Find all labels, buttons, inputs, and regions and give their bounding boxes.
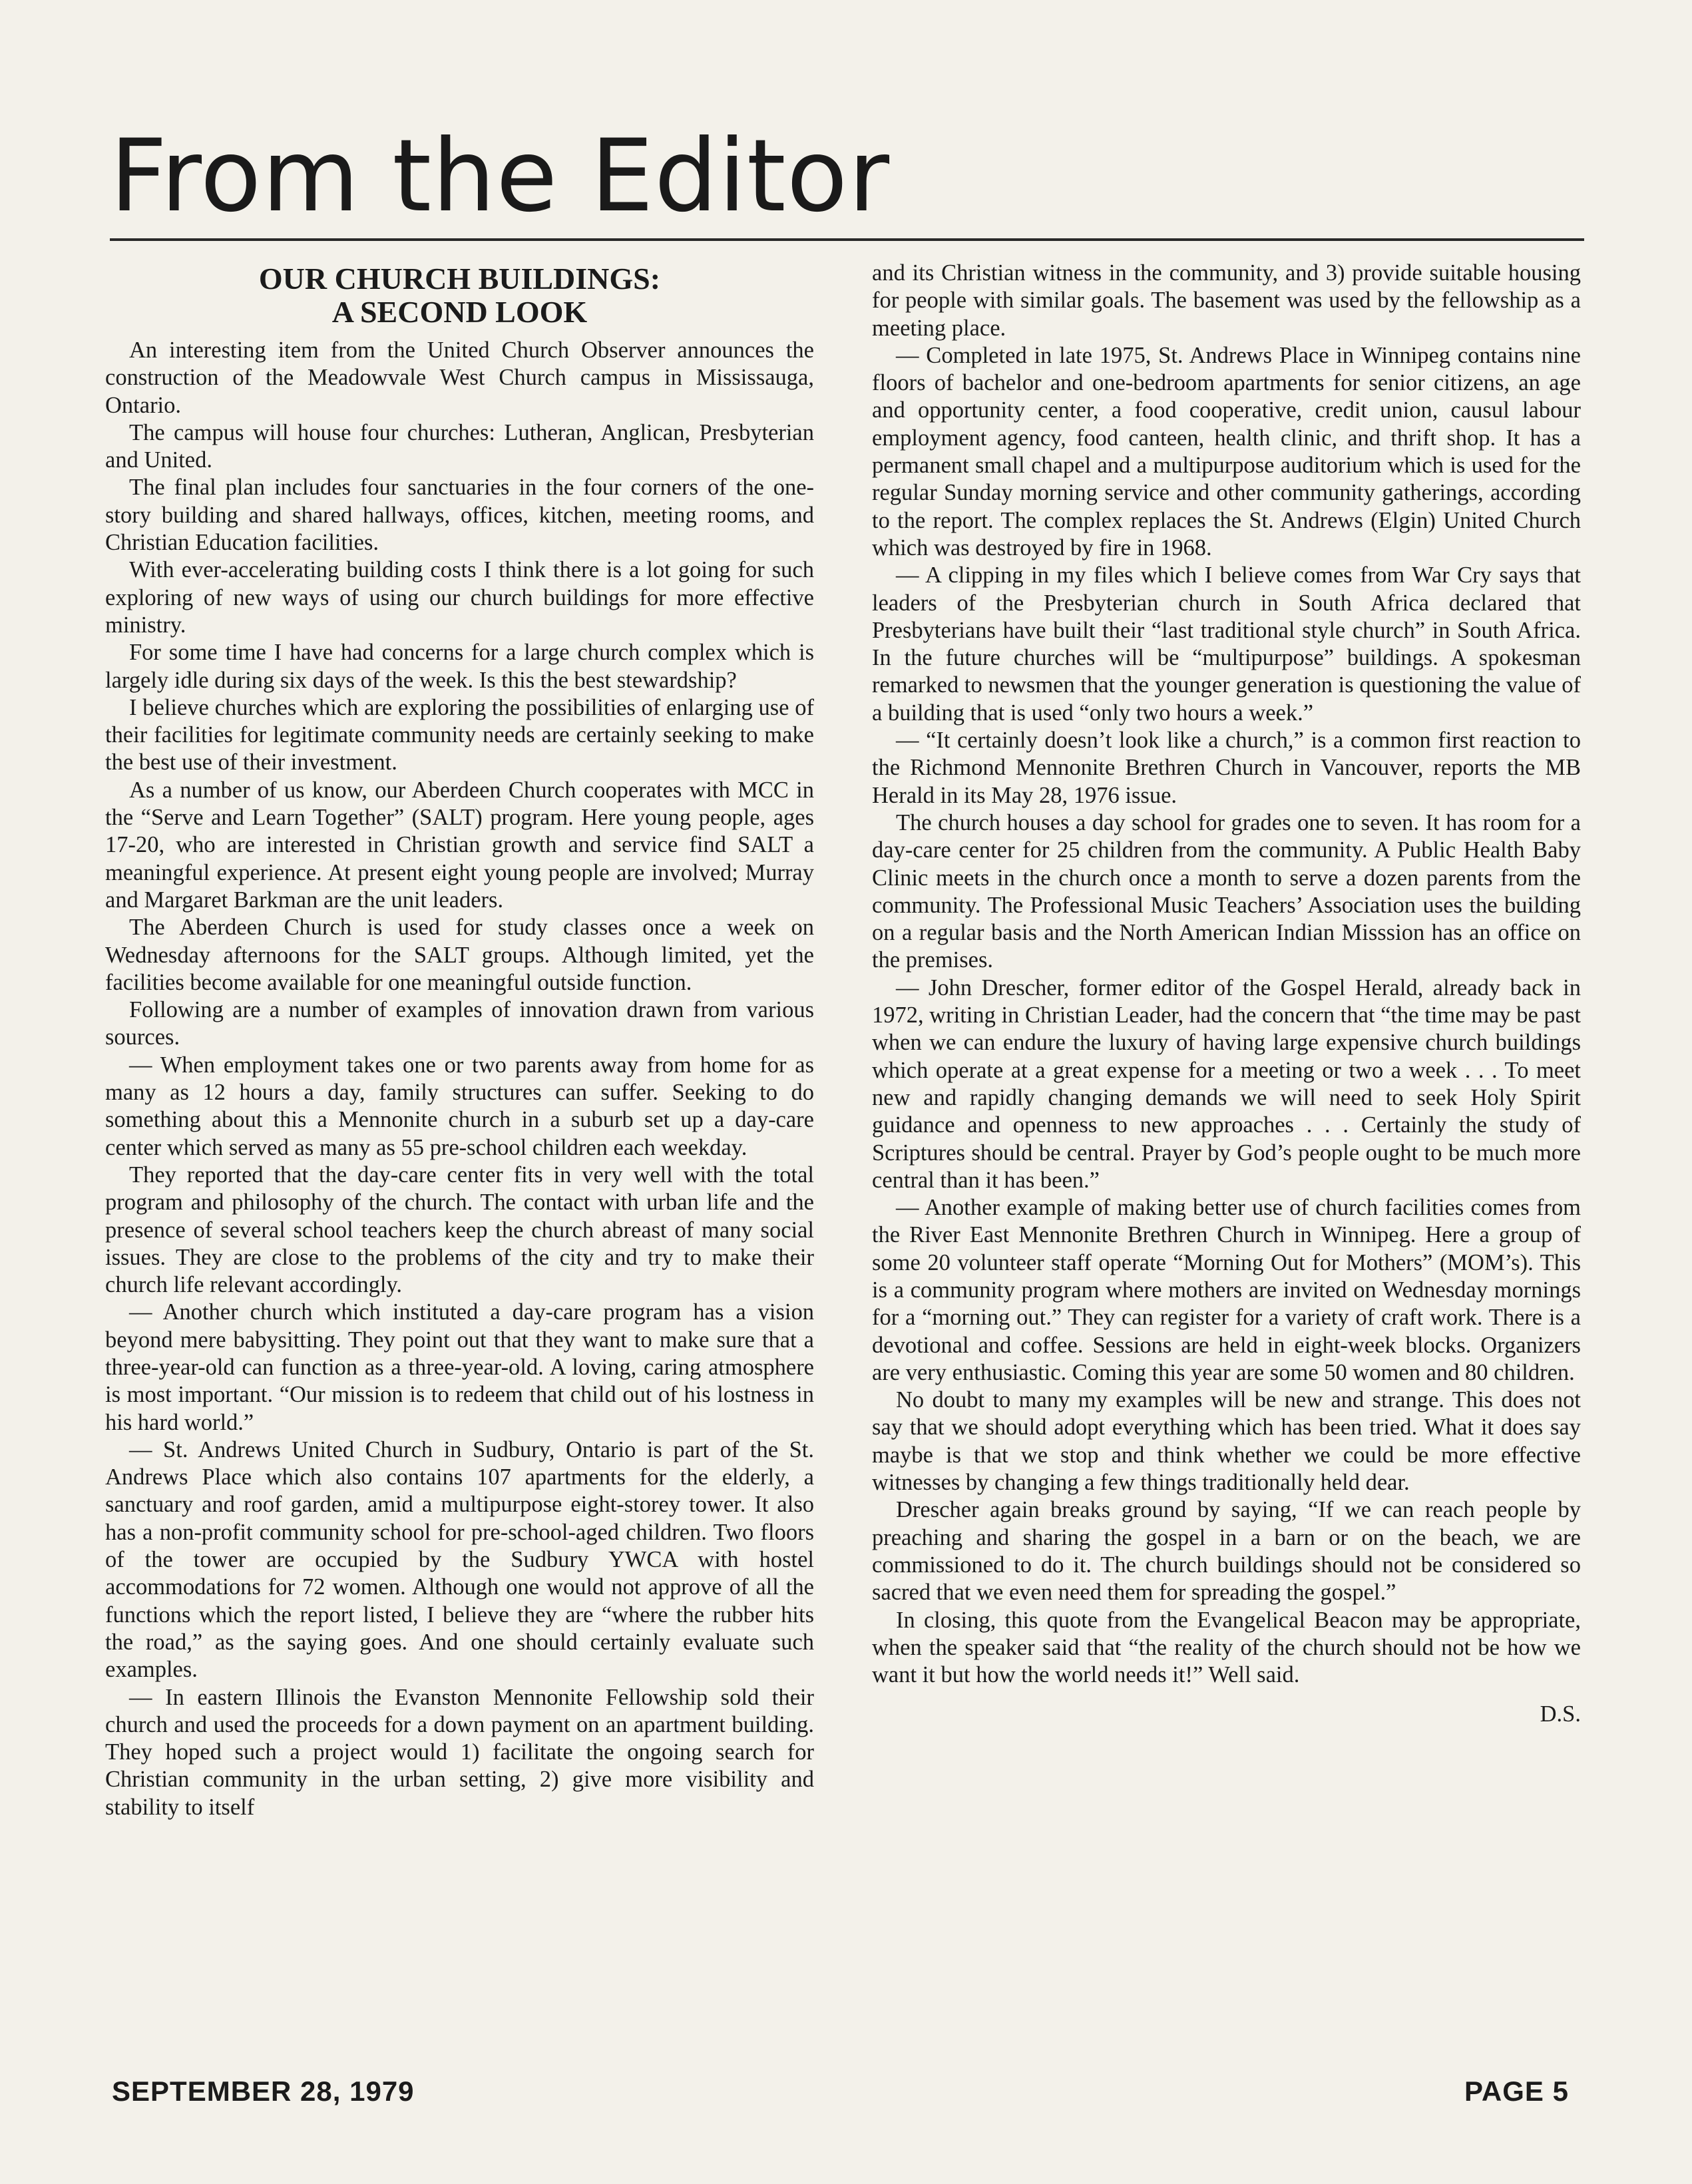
paragraph: The church houses a day school for grades one to seven. It has room for a day-care center for 25 children from the community. A Public Health Baby Clinic meets in the church once a month to serve a dozen parents from the community. The Professional Music Teachers’ Association uses the building on a regular basis and the North American Indian Misssion has an office on the premises. <box>872 809 1581 973</box>
paragraph: No doubt to many my examples will be new and strange. This does not say that we should adopt everything which has been tried. What it does say maybe is that we stop and think whether we could be more effective witnesses by changing a few things traditionally held dear. <box>872 1387 1581 1496</box>
article-title-line-1: OUR CHURCH BUILDINGS: <box>258 262 661 296</box>
paragraph: For some time I have had concerns for a large church complex which is largely idle during six days of the week. Is this the best stewardship? <box>105 640 814 693</box>
paragraph: The Aberdeen Church is used for study classes once a week on Wednesday afternoons for the SALT groups. Although limited, yet the facilities become available for one meaningful outside function. <box>105 915 814 995</box>
left-column <box>105 260 814 1821</box>
paragraph: In closing, this quote from the Evangelical Beacon may be appropriate, when the speaker said that “the reality of the church should not be how we want it but how the world needs it!” Well said. <box>872 1607 1581 1688</box>
paragraph: The campus will house four churches: Lutheran, Anglican, Presbyterian and United. <box>105 419 814 473</box>
author-signature: D.S. <box>1540 1701 1581 1727</box>
paragraph: — When employment takes one or two parents away from home for as many as 12 hours a day, family structures can suffer. Seeking to do something about this a Mennonite church in a suburb set up a day-care center which served as many as 55 pre-school children each weekday. <box>105 1052 814 1160</box>
right-column <box>872 260 1581 1729</box>
paragraph: Following are a number of examples of innovation drawn from various sources. <box>105 997 814 1050</box>
paragraph: An interesting item from the United Church Observer announces the construction of the Meadowvale West Church campus in Mississauga, Ontario. <box>105 337 814 418</box>
page-title: From the Editor <box>110 118 891 234</box>
paragraph: They reported that the day-care center fits in very well with the total program and philosophy of the church. The contact with urban life and the presence of several school teachers keep the church abreast of many social issues. They are close to the problems of the city and try to make their church life relevant accordingly. <box>105 1162 814 1298</box>
paragraph: The final plan includes four sanctuaries in the four corners of the one-story building and shared hallways, offices, kitchen, meeting rooms, and Christian Education facilities. <box>105 475 814 556</box>
paragraph: — A clipping in my files which I believe comes from War Cry says that leaders of the Presbyterian church in South Africa declared that Presbyterians have built their “last traditional style church” in South Africa. In the future churches will be “multipurpose” buildings. A spokesman remarked to newsmen that the younger generation is questioning the value of a building that is used “only two hours a week.” <box>872 562 1581 726</box>
issue-date: SEPTEMBER 28, 1979 <box>112 2075 415 2107</box>
article-title <box>105 262 814 329</box>
paragraph: — Another church which instituted a day-care program has a vision beyond mere babysitting. They point out that they want to make sure that a three-year-old can function as a three-year-old. A loving, caring atmosphere is most important. “Our mission is to redeem that child out of his lostness in his hard world.” <box>105 1299 814 1435</box>
paragraph: — St. Andrews United Church in Sudbury, Ontario is part of the St. Andrews Place which also contains 107 apartments for the elderly, a sanctuary and roof garden, amid a multipurpose eight-storey tower. It also has a non-profit community school for pre-school-aged children. Two floors of the tower are occupied by the Sudbury YWCA with hostel accommodations for 72 women. Although one would not approve of all the functions which the report listed, I believe they are “where the rubber hits the road,” as the saying goes. And one should certainly evaluate such examples. <box>105 1436 814 1683</box>
paragraph: — “It certainly doesn’t look like a church,” is a common first reaction to the Richmond Mennonite Brethren Church in Vancouver, reports the MB Herald in its May 28, 1976 issue. <box>872 728 1581 808</box>
paragraph: — Another example of making better use of church facilities comes from the River East Mennonite Brethren Church in Winnipeg. Here a group of some 20 volunteer staff operate “Morning Out for Mothers” (MOM’s). This is a community program where mothers are invited on Wednesday mornings for a “morning out.” They can register for a variety of craft work. There is a devotional and coffee. Sessions are held in eight-week blocks. Organizers are very enthusiastic. Coming this year are some 50 women and 80 children. <box>872 1195 1581 1385</box>
paragraph: — In eastern Illinois the Evanston Mennonite Fellowship sold their church and used the proceeds for a down payment on an apartment building. They hoped such a project would 1) facilitate the ongoing search for Christian community in the urban setting, 2) give more visibility and stability to itself <box>105 1684 814 1820</box>
paragraph: — Completed in late 1975, St. Andrews Place in Winnipeg contains nine floors of bachelor and one-bedroom apartments for senior citizens, an age and opportunity center, a food cooperative, credit union, causul labour employment agency, food canteen, health clinic, and thrift shop. It has a permanent small chapel and a multipurpose auditorium which is used for the regular Sunday morning service and other community gatherings, according to the report. The complex replaces the St. Andrews (Elgin) United Church which was destroyed by fire in 1968. <box>872 342 1581 560</box>
paragraph: As a number of us know, our Aberdeen Church cooperates with MCC in the “Serve and Learn Together” (SALT) program. Here young people, ages 17-20, who are interested in Christian growth and service find SALT a meaningful experience. At present eight young people are involved; Murray and Margaret Barkman are the unit leaders. <box>105 777 814 913</box>
header-rule <box>110 238 1584 241</box>
paragraph: and its Christian witness in the community, and 3) provide suitable housing for people with similar goals. The basement was used by the fellowship as a meeting place. <box>872 260 1581 341</box>
page-number: PAGE 5 <box>1464 2075 1569 2107</box>
paragraph: — John Drescher, former editor of the Gospel Herald, already back in 1972, writing in Christian Leader, had the concern that “the time may be past when we can endure the luxury of having large expensive church buildings which operate at a great expense for a meeting or two a week . . . To meet new and rapidly changing demands we will need to seek Holy Spirit guidance and openness to new approaches . . . Certainly the study of Scriptures should be central. Prayer by God’s people ought to be much more central than it has been.” <box>872 975 1581 1193</box>
paragraph: Drescher again breaks ground by saying, “If we can reach people by preaching and sharing the gospel in a barn or on the beach, we are commissioned to do it. The church buildings should not be considered so sacred that we even need them for spreading the gospel.” <box>872 1497 1581 1606</box>
paragraph: I believe churches which are exploring the possibilities of enlarging use of their facilities for legitimate community needs are certainly seeking to make the best use of their investment. <box>105 694 814 775</box>
paragraph: With ever-accelerating building costs I think there is a lot going for such exploring of new ways of using our church buildings for more effective ministry. <box>105 557 814 638</box>
article-title-line-2: A SECOND LOOK <box>331 295 588 329</box>
